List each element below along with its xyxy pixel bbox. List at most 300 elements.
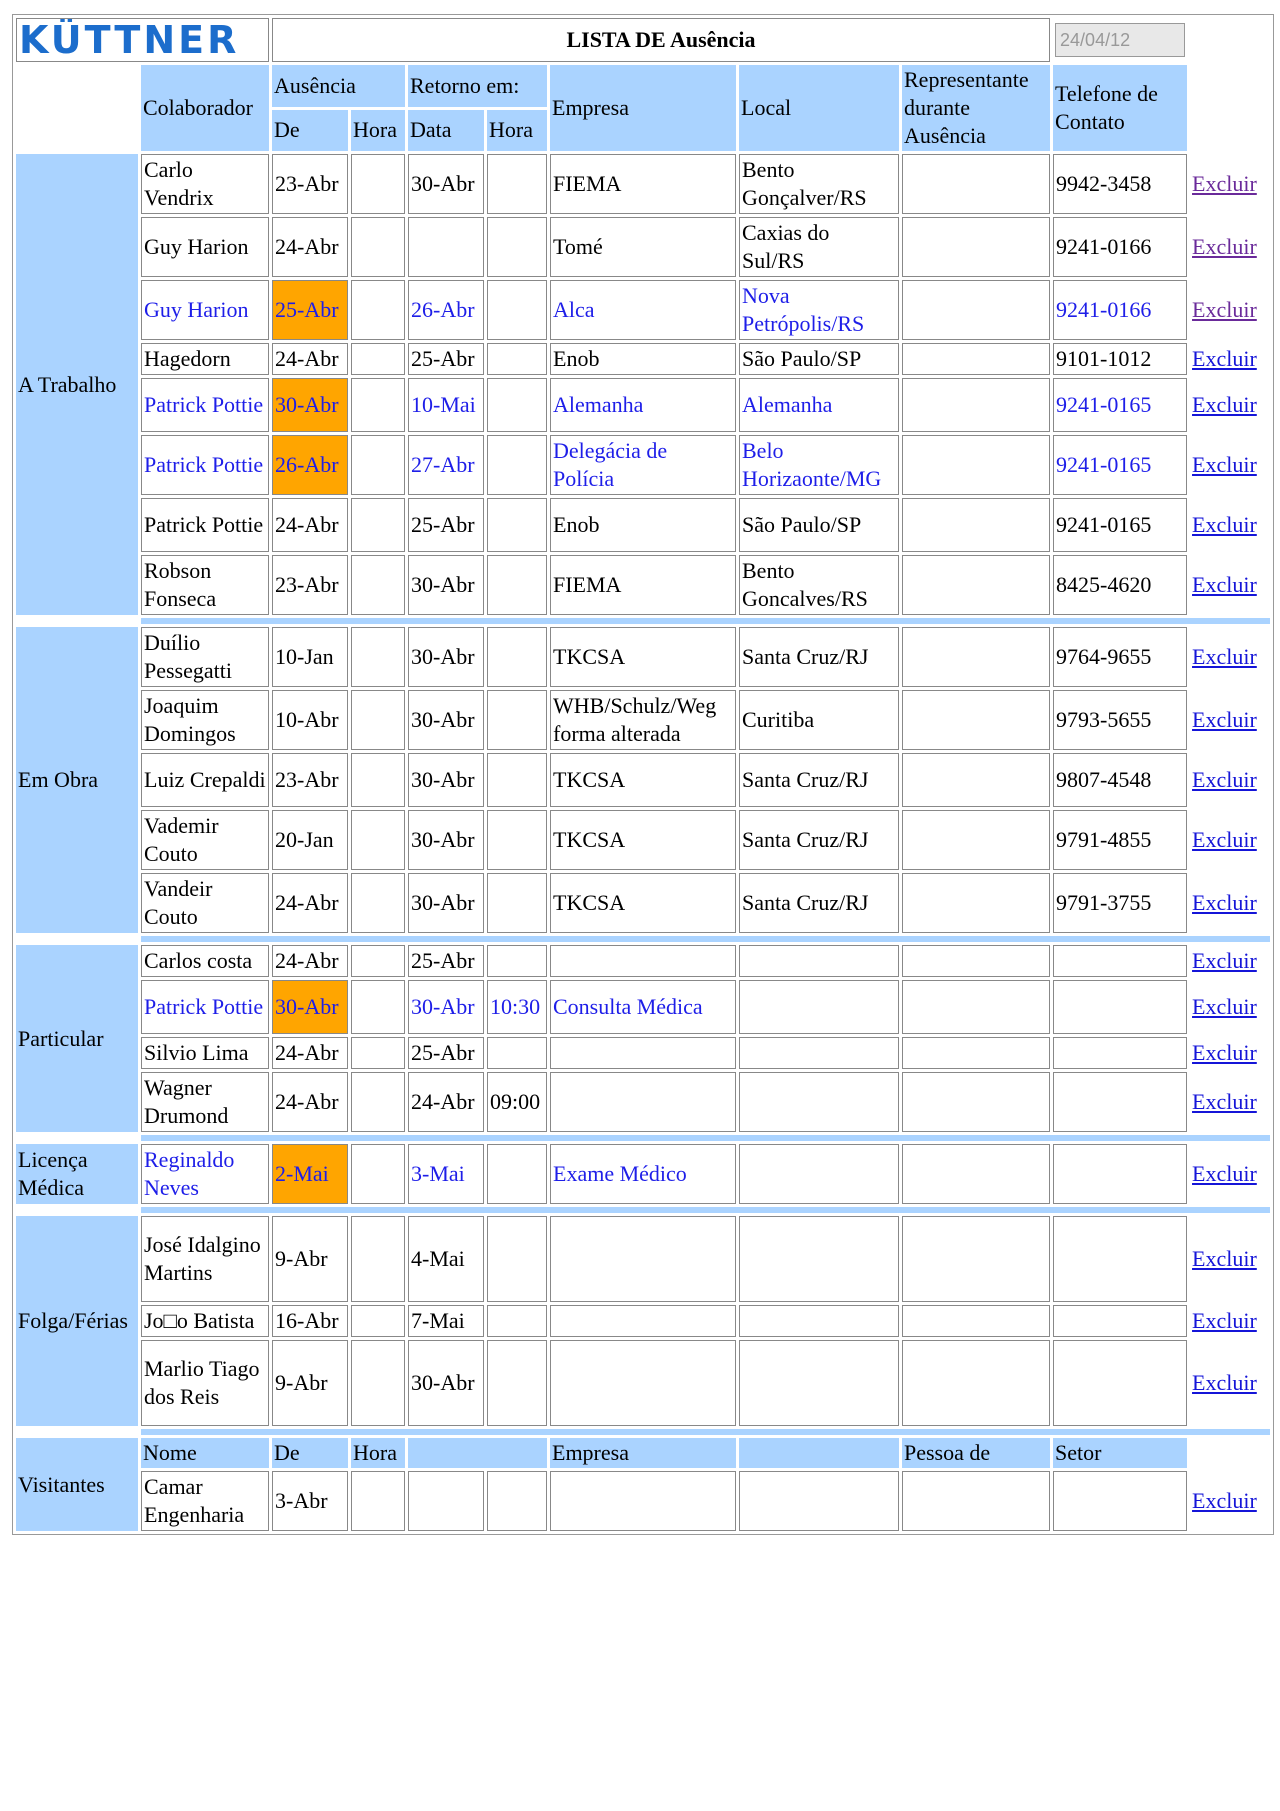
retorno-data-cell: 7-Mai xyxy=(408,1305,484,1337)
retorno-data-cell: 26-Abr xyxy=(408,280,484,340)
visitantes-header-row xyxy=(16,1438,1270,1468)
table-row xyxy=(16,378,1270,432)
date-field[interactable]: 24/04/12 xyxy=(1055,23,1185,57)
empresa-cell: TKCSA xyxy=(550,873,736,933)
ausencia-hora-cell xyxy=(351,1305,405,1337)
action-cell xyxy=(1190,1471,1270,1531)
colaborador-cell: Wagner Drumond xyxy=(141,1072,269,1132)
retorno-data-cell: 27-Abr xyxy=(408,435,484,495)
header-hora-retorno: Hora xyxy=(487,110,547,152)
excluir-link[interactable]: Excluir xyxy=(1192,644,1257,669)
local-cell: Bento Gonçalver/RS xyxy=(739,154,899,214)
empresa-cell: FIEMA xyxy=(550,555,736,615)
table-row xyxy=(16,1471,1270,1531)
ausencia-hora-cell xyxy=(351,498,405,552)
visitante-empty-cell xyxy=(408,1471,484,1531)
retorno-data-cell: 25-Abr xyxy=(408,343,484,375)
action-cell xyxy=(1190,753,1270,807)
telefone-cell xyxy=(1053,1340,1187,1426)
ausencia-hora-cell xyxy=(351,555,405,615)
empresa-cell xyxy=(550,1216,736,1302)
group-separator xyxy=(16,1135,1270,1141)
header-empresa: Empresa xyxy=(550,65,736,151)
visitante-empty-cell xyxy=(487,1471,547,1531)
representante-cell xyxy=(902,1072,1050,1132)
excluir-link[interactable]: Excluir xyxy=(1192,512,1257,537)
visitante-empty-cell xyxy=(1053,1471,1187,1531)
colaborador-cell: Carlos costa xyxy=(141,945,269,977)
telefone-cell: 9793-5655 xyxy=(1053,690,1187,750)
telefone-cell: 9241-0166 xyxy=(1053,217,1187,277)
colaborador-cell: Hagedorn xyxy=(141,343,269,375)
local-cell: Santa Cruz/RJ xyxy=(739,753,899,807)
colaborador-cell: Luiz Crepaldi xyxy=(141,753,269,807)
telefone-cell xyxy=(1053,945,1187,977)
table-row xyxy=(16,810,1270,870)
excluir-link[interactable]: Excluir xyxy=(1192,994,1257,1019)
ausencia-hora-cell xyxy=(351,280,405,340)
visitante-nome-cell: Camar Engenharia xyxy=(141,1471,269,1531)
telefone-cell xyxy=(1053,1144,1187,1204)
visitantes-header-hora: Hora xyxy=(351,1438,405,1468)
excluir-link[interactable]: Excluir xyxy=(1192,452,1257,477)
colaborador-cell: Carlo Vendrix xyxy=(141,154,269,214)
ausencia-de-cell: 10-Abr xyxy=(272,690,348,750)
visitante-empty-cell xyxy=(351,1471,405,1531)
representante-cell xyxy=(902,945,1050,977)
excluir-link[interactable]: Excluir xyxy=(1192,1161,1257,1186)
visitante-de-cell: 3-Abr xyxy=(272,1471,348,1531)
header-colaborador: Colaborador xyxy=(141,65,269,151)
ausencia-hora-cell xyxy=(351,1037,405,1069)
representante-cell xyxy=(902,1340,1050,1426)
table-row xyxy=(16,555,1270,615)
ausencia-hora-cell xyxy=(351,378,405,432)
empresa-cell xyxy=(550,1340,736,1426)
header-telefone: Telefone de Contato xyxy=(1053,65,1187,151)
visitantes-header-empty xyxy=(739,1438,899,1468)
excluir-link[interactable]: Excluir xyxy=(1192,827,1257,852)
empresa-cell: FIEMA xyxy=(550,154,736,214)
ausencia-de-cell: 24-Abr xyxy=(272,873,348,933)
colaborador-cell: Patrick Pottie xyxy=(141,435,269,495)
action-cell xyxy=(1190,1216,1270,1302)
table-row xyxy=(16,945,1270,977)
local-cell xyxy=(739,1144,899,1204)
absence-table xyxy=(12,14,1274,1535)
representante-cell xyxy=(902,873,1050,933)
ausencia-de-cell: 23-Abr xyxy=(272,154,348,214)
telefone-cell: 9807-4548 xyxy=(1053,753,1187,807)
excluir-link[interactable]: Excluir xyxy=(1192,1308,1257,1333)
representante-cell xyxy=(902,627,1050,687)
action-cell xyxy=(1190,154,1270,214)
retorno-data-cell xyxy=(408,217,484,277)
ausencia-de-cell: 2-Mai xyxy=(272,1144,348,1204)
retorno-hora-cell xyxy=(487,280,547,340)
representante-cell xyxy=(902,555,1050,615)
representante-cell xyxy=(902,1305,1050,1337)
visitantes-header-pessoa: Pessoa de xyxy=(902,1438,1050,1468)
colaborador-cell: Vandeir Couto xyxy=(141,873,269,933)
excluir-link[interactable]: Excluir xyxy=(1192,171,1257,196)
colaborador-cell: Patrick Pottie xyxy=(141,980,269,1034)
representante-cell xyxy=(902,690,1050,750)
empresa-cell: Consulta Médica xyxy=(550,980,736,1034)
local-cell xyxy=(739,1305,899,1337)
action-cell xyxy=(1190,690,1270,750)
retorno-hora-cell xyxy=(487,154,547,214)
empresa-cell: Enob xyxy=(550,498,736,552)
table-row xyxy=(16,1144,1270,1204)
ausencia-de-cell: 23-Abr xyxy=(272,753,348,807)
retorno-data-cell: 30-Abr xyxy=(408,753,484,807)
table-row xyxy=(16,1305,1270,1337)
retorno-data-cell: 30-Abr xyxy=(408,1340,484,1426)
retorno-hora-cell xyxy=(487,217,547,277)
local-cell xyxy=(739,1216,899,1302)
local-cell: Bento Goncalves/RS xyxy=(739,555,899,615)
excluir-link[interactable]: Excluir xyxy=(1192,1488,1257,1513)
empresa-cell xyxy=(550,1305,736,1337)
telefone-cell: 9791-3755 xyxy=(1053,873,1187,933)
colaborador-cell: Duílio Pessegatti xyxy=(141,627,269,687)
colaborador-cell: Robson Fonseca xyxy=(141,555,269,615)
empresa-cell: Enob xyxy=(550,343,736,375)
telefone-cell: 9241-0165 xyxy=(1053,435,1187,495)
retorno-hora-cell xyxy=(487,810,547,870)
excluir-link[interactable]: Excluir xyxy=(1192,767,1257,792)
ausencia-hora-cell xyxy=(351,1072,405,1132)
retorno-hora-cell xyxy=(487,1305,547,1337)
retorno-data-cell: 4-Mai xyxy=(408,1216,484,1302)
ausencia-hora-cell xyxy=(351,343,405,375)
local-cell xyxy=(739,980,899,1034)
colaborador-cell: Patrick Pottie xyxy=(141,378,269,432)
ausencia-hora-cell xyxy=(351,980,405,1034)
table-row xyxy=(16,627,1270,687)
telefone-cell: 9791-4855 xyxy=(1053,810,1187,870)
visitante-empty-cell xyxy=(902,1471,1050,1531)
excluir-link[interactable]: Excluir xyxy=(1192,1370,1257,1395)
table-row xyxy=(16,343,1270,375)
header-data: Data xyxy=(408,110,484,152)
date-cell xyxy=(1053,18,1187,62)
empresa-cell: Delegácia de Polícia xyxy=(550,435,736,495)
visitantes-header-empresa: Empresa xyxy=(550,1438,736,1468)
group-separator xyxy=(16,1429,1270,1435)
ausencia-de-cell: 25-Abr xyxy=(272,280,348,340)
local-cell: Caxias do Sul/RS xyxy=(739,217,899,277)
group-label: Particular xyxy=(16,945,138,1132)
empresa-cell xyxy=(550,945,736,977)
empresa-cell: TKCSA xyxy=(550,810,736,870)
empresa-cell xyxy=(550,1037,736,1069)
ausencia-hora-cell xyxy=(351,1340,405,1426)
retorno-data-cell: 25-Abr xyxy=(408,498,484,552)
table-row xyxy=(16,280,1270,340)
retorno-hora-cell xyxy=(487,1340,547,1426)
table-row xyxy=(16,154,1270,214)
kuttner-logo: KÜTTNER xyxy=(16,18,269,62)
table-row xyxy=(16,1072,1270,1132)
ausencia-hora-cell xyxy=(351,753,405,807)
retorno-data-cell: 30-Abr xyxy=(408,627,484,687)
representante-cell xyxy=(902,980,1050,1034)
retorno-hora-cell xyxy=(487,873,547,933)
page xyxy=(12,14,1265,1535)
ausencia-hora-cell xyxy=(351,1144,405,1204)
colaborador-cell: Vademir Couto xyxy=(141,810,269,870)
local-cell: Curitiba xyxy=(739,690,899,750)
group-separator xyxy=(16,1207,1270,1213)
empresa-cell xyxy=(550,1072,736,1132)
representante-cell xyxy=(902,154,1050,214)
ausencia-de-cell: 16-Abr xyxy=(272,1305,348,1337)
representante-cell xyxy=(902,217,1050,277)
colaborador-cell: Guy Harion xyxy=(141,280,269,340)
representante-cell xyxy=(902,1037,1050,1069)
empresa-cell: Exame Médico xyxy=(550,1144,736,1204)
ausencia-de-cell: 30-Abr xyxy=(272,980,348,1034)
group-label: Folga/Férias xyxy=(16,1216,138,1426)
local-cell xyxy=(739,945,899,977)
retorno-data-cell: 30-Abr xyxy=(408,154,484,214)
visitantes-header-setor: Setor xyxy=(1053,1438,1187,1468)
representante-cell xyxy=(902,435,1050,495)
local-cell xyxy=(739,1340,899,1426)
action-cell xyxy=(1190,343,1270,375)
table-row xyxy=(16,980,1270,1034)
empresa-cell: Alemanha xyxy=(550,378,736,432)
telefone-cell: 8425-4620 xyxy=(1053,555,1187,615)
ausencia-hora-cell xyxy=(351,1216,405,1302)
action-cell xyxy=(1190,435,1270,495)
excluir-link[interactable]: Excluir xyxy=(1192,346,1257,371)
ausencia-de-cell: 9-Abr xyxy=(272,1340,348,1426)
ausencia-hora-cell xyxy=(351,945,405,977)
retorno-hora-cell xyxy=(487,945,547,977)
group-label: A Trabalho xyxy=(16,154,138,615)
retorno-hora-cell xyxy=(487,435,547,495)
ausencia-de-cell: 9-Abr xyxy=(272,1216,348,1302)
header-retorno: Retorno em: xyxy=(408,65,547,107)
page-title: LISTA DE Ausência xyxy=(272,18,1050,62)
visitante-empty-cell xyxy=(550,1471,736,1531)
empresa-cell: TKCSA xyxy=(550,627,736,687)
retorno-hora-cell xyxy=(487,1216,547,1302)
action-cell xyxy=(1190,378,1270,432)
action-cell xyxy=(1190,873,1270,933)
retorno-data-cell: 24-Abr xyxy=(408,1072,484,1132)
representante-cell xyxy=(902,1144,1050,1204)
header-representante: Representante durante Ausência xyxy=(902,65,1050,151)
header-row-1 xyxy=(16,65,1270,107)
table-row xyxy=(16,873,1270,933)
excluir-link[interactable]: Excluir xyxy=(1192,392,1257,417)
retorno-hora-cell xyxy=(487,1037,547,1069)
retorno-data-cell: 30-Abr xyxy=(408,810,484,870)
action-cell xyxy=(1190,1340,1270,1426)
retorno-hora-cell: 09:00 xyxy=(487,1072,547,1132)
excluir-link[interactable]: Excluir xyxy=(1192,948,1257,973)
group-separator xyxy=(16,618,1270,624)
table-row xyxy=(16,690,1270,750)
retorno-hora-cell: 10:30 xyxy=(487,980,547,1034)
ausencia-de-cell: 24-Abr xyxy=(272,217,348,277)
header-local: Local xyxy=(739,65,899,151)
local-cell xyxy=(739,1037,899,1069)
ausencia-hora-cell xyxy=(351,810,405,870)
telefone-cell xyxy=(1053,1037,1187,1069)
telefone-cell xyxy=(1053,1216,1187,1302)
retorno-data-cell: 30-Abr xyxy=(408,555,484,615)
ausencia-hora-cell xyxy=(351,154,405,214)
telefone-cell xyxy=(1053,980,1187,1034)
colaborador-cell: Reginaldo Neves xyxy=(141,1144,269,1204)
colaborador-cell: José Idalgino Martins xyxy=(141,1216,269,1302)
ausencia-hora-cell xyxy=(351,435,405,495)
excluir-link[interactable]: Excluir xyxy=(1192,234,1257,259)
action-cell xyxy=(1190,1072,1270,1132)
representante-cell xyxy=(902,753,1050,807)
absence-table-body xyxy=(16,18,1270,1531)
excluir-link[interactable]: Excluir xyxy=(1192,1246,1257,1271)
telefone-cell: 9101-1012 xyxy=(1053,343,1187,375)
action-cell xyxy=(1190,498,1270,552)
retorno-data-cell: 30-Abr xyxy=(408,980,484,1034)
local-cell: Santa Cruz/RJ xyxy=(739,627,899,687)
ausencia-de-cell: 24-Abr xyxy=(272,1072,348,1132)
local-cell: São Paulo/SP xyxy=(739,343,899,375)
representante-cell xyxy=(902,810,1050,870)
empresa-cell: Alca xyxy=(550,280,736,340)
group-separator xyxy=(16,936,1270,942)
telefone-cell: 9241-0165 xyxy=(1053,378,1187,432)
ausencia-de-cell: 24-Abr xyxy=(272,1037,348,1069)
ausencia-de-cell: 24-Abr xyxy=(272,498,348,552)
retorno-data-cell: 30-Abr xyxy=(408,690,484,750)
excluir-link[interactable]: Excluir xyxy=(1192,890,1257,915)
ausencia-hora-cell xyxy=(351,873,405,933)
ausencia-hora-cell xyxy=(351,627,405,687)
retorno-hora-cell xyxy=(487,378,547,432)
excluir-link[interactable]: Excluir xyxy=(1192,1040,1257,1065)
retorno-hora-cell xyxy=(487,753,547,807)
representante-cell xyxy=(902,378,1050,432)
retorno-data-cell: 25-Abr xyxy=(408,1037,484,1069)
colaborador-cell: Marlio Tiago dos Reis xyxy=(141,1340,269,1426)
title-row xyxy=(16,18,1270,62)
excluir-link[interactable]: Excluir xyxy=(1192,707,1257,732)
retorno-hora-cell xyxy=(487,1144,547,1204)
local-cell: Nova Petrópolis/RS xyxy=(739,280,899,340)
table-row xyxy=(16,1340,1270,1426)
action-cell xyxy=(1190,217,1270,277)
retorno-data-cell: 25-Abr xyxy=(408,945,484,977)
excluir-link[interactable]: Excluir xyxy=(1192,1089,1257,1114)
representante-cell xyxy=(902,498,1050,552)
telefone-cell xyxy=(1053,1305,1187,1337)
ausencia-hora-cell xyxy=(351,217,405,277)
ausencia-de-cell: 26-Abr xyxy=(272,435,348,495)
action-cell xyxy=(1190,945,1270,977)
visitantes-header-empty xyxy=(408,1438,547,1468)
table-row xyxy=(16,498,1270,552)
retorno-hora-cell xyxy=(487,627,547,687)
colaborador-cell: Guy Harion xyxy=(141,217,269,277)
action-cell xyxy=(1190,810,1270,870)
telefone-cell: 9241-0166 xyxy=(1053,280,1187,340)
local-cell xyxy=(739,1072,899,1132)
retorno-hora-cell xyxy=(487,343,547,375)
colaborador-cell: Patrick Pottie xyxy=(141,498,269,552)
header-hora: Hora xyxy=(351,110,405,152)
header-de: De xyxy=(272,110,348,152)
table-row xyxy=(16,753,1270,807)
visitantes-header-de: De xyxy=(272,1438,348,1468)
visitante-empty-cell xyxy=(739,1471,899,1531)
group-label: Visitantes xyxy=(16,1438,138,1531)
action-cell xyxy=(1190,1037,1270,1069)
ausencia-hora-cell xyxy=(351,690,405,750)
ausencia-de-cell: 24-Abr xyxy=(272,343,348,375)
action-cell xyxy=(1190,280,1270,340)
retorno-hora-cell xyxy=(487,498,547,552)
ausencia-de-cell: 20-Jan xyxy=(272,810,348,870)
colaborador-cell: Silvio Lima xyxy=(141,1037,269,1069)
representante-cell xyxy=(902,280,1050,340)
action-cell xyxy=(1190,1305,1270,1337)
empresa-cell: WHB/Schulz/Weg forma alterada xyxy=(550,690,736,750)
ausencia-de-cell: 23-Abr xyxy=(272,555,348,615)
empresa-cell: Tomé xyxy=(550,217,736,277)
retorno-data-cell: 3-Mai xyxy=(408,1144,484,1204)
header-ausencia: Ausência xyxy=(272,65,405,107)
telefone-cell: 9241-0165 xyxy=(1053,498,1187,552)
retorno-data-cell: 10-Mai xyxy=(408,378,484,432)
action-cell xyxy=(1190,627,1270,687)
local-cell: Santa Cruz/RJ xyxy=(739,810,899,870)
colaborador-cell: Joaquim Domingos xyxy=(141,690,269,750)
empresa-cell: TKCSA xyxy=(550,753,736,807)
local-cell: Santa Cruz/RJ xyxy=(739,873,899,933)
excluir-link[interactable]: Excluir xyxy=(1192,572,1257,597)
ausencia-de-cell: 24-Abr xyxy=(272,945,348,977)
telefone-cell: 9764-9655 xyxy=(1053,627,1187,687)
group-label: Em Obra xyxy=(16,627,138,933)
representante-cell xyxy=(902,343,1050,375)
table-row xyxy=(16,1216,1270,1302)
local-cell: Alemanha xyxy=(739,378,899,432)
telefone-cell xyxy=(1053,1072,1187,1132)
table-row xyxy=(16,217,1270,277)
telefone-cell: 9942-3458 xyxy=(1053,154,1187,214)
excluir-link[interactable]: Excluir xyxy=(1192,297,1257,322)
representante-cell xyxy=(902,1216,1050,1302)
colaborador-cell: Jo□o Batista xyxy=(141,1305,269,1337)
retorno-hora-cell xyxy=(487,555,547,615)
visitantes-header-nome: Nome xyxy=(141,1438,269,1468)
retorno-data-cell: 30-Abr xyxy=(408,873,484,933)
action-cell xyxy=(1190,1144,1270,1204)
local-cell: São Paulo/SP xyxy=(739,498,899,552)
local-cell: Belo Horizaonte/MG xyxy=(739,435,899,495)
ausencia-de-cell: 10-Jan xyxy=(272,627,348,687)
table-row xyxy=(16,435,1270,495)
table-row xyxy=(16,1037,1270,1069)
action-cell xyxy=(1190,555,1270,615)
